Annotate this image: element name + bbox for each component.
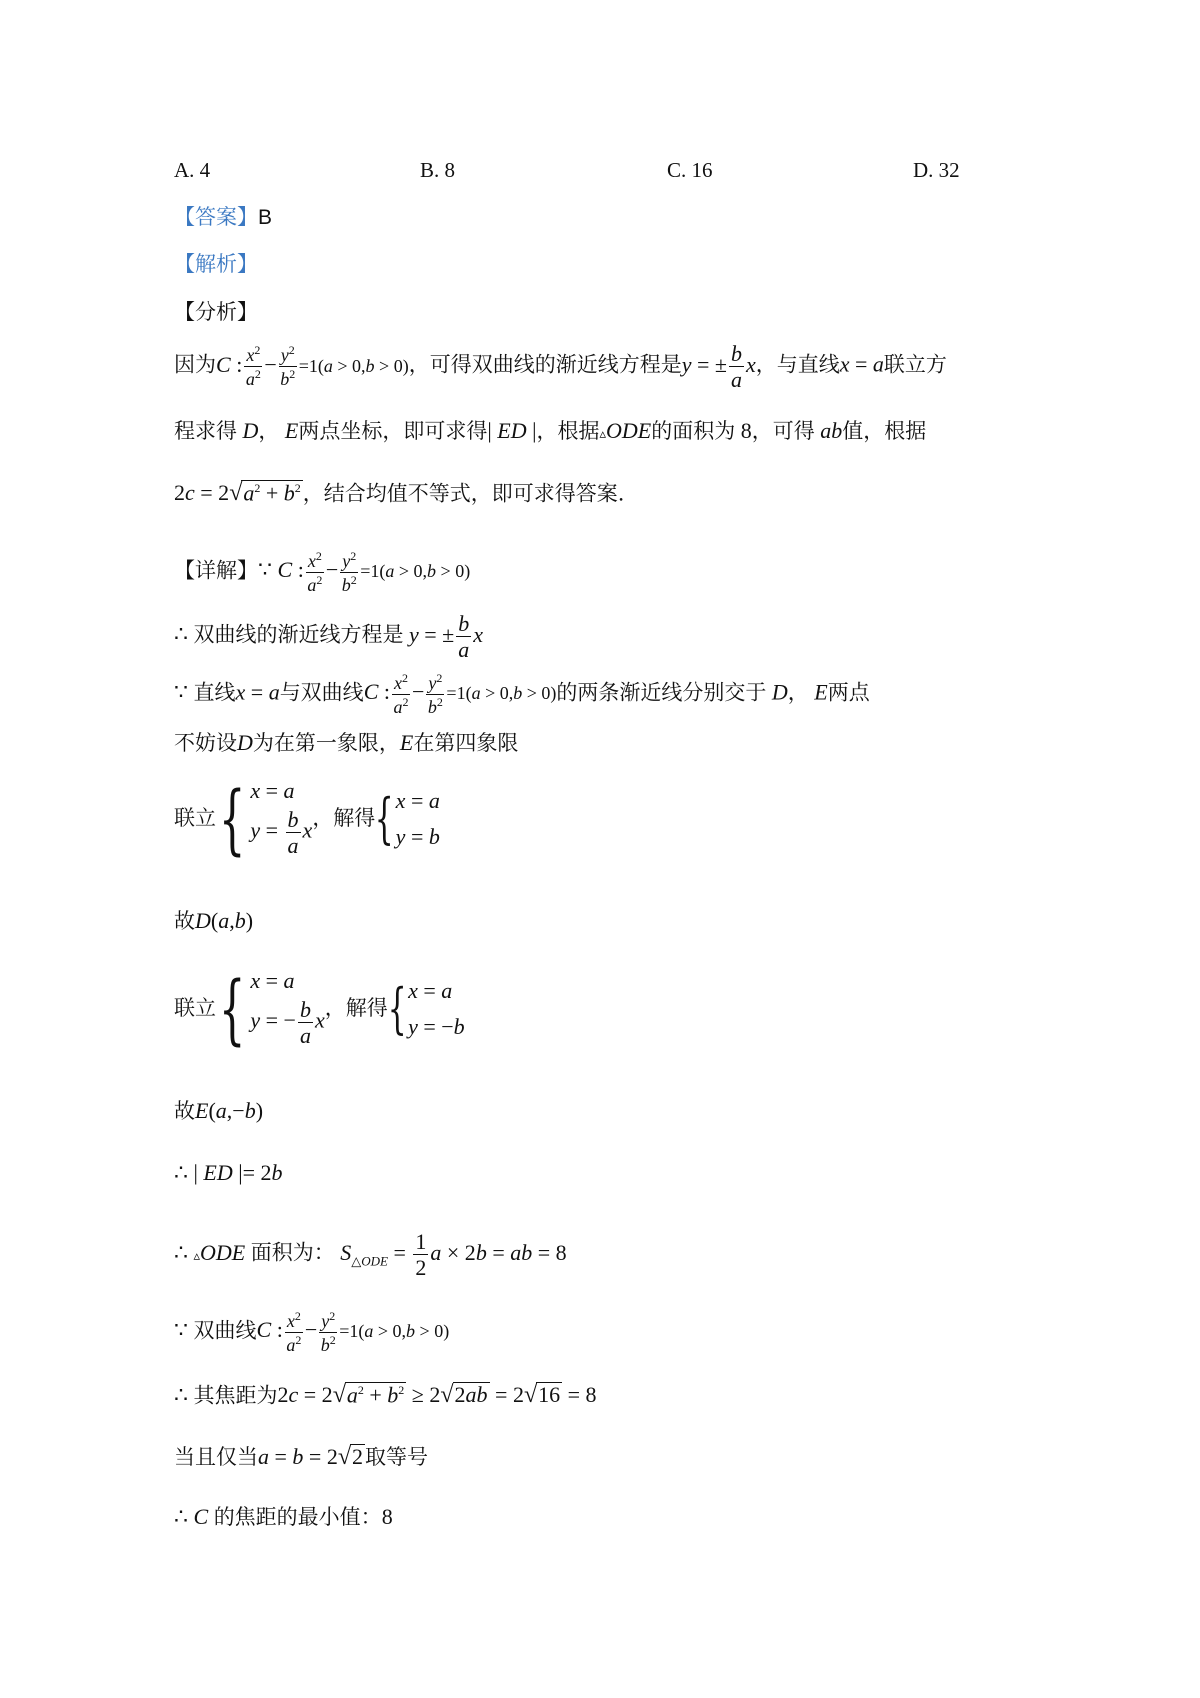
text: 其焦距为: [193, 1383, 278, 1408]
text: 在第四象限: [413, 731, 519, 755]
answer-line: [174, 207, 272, 228]
point-d: 故D(a,b): [174, 908, 254, 933]
step-asymptote: ∴ 双曲线的渐近线方程是 y = ± $\frac{b}{a}$ x: [174, 611, 484, 663]
text: ，结合均值不等式，即可求得答案.: [302, 481, 625, 506]
text: ，与直线: [755, 352, 840, 377]
step-intersect: ∵ 直线x = a与双曲线C : $\frac{x^2}{a^2}$ − $\frac{y^2}{b^2}$ =1(a > 0,b > 0)的两条渐近线分别交于 D， E两点: [174, 671, 870, 717]
text: ，: [258, 419, 280, 443]
fenxi-line-1: 因为C : $\frac{x^2}{a^2}$ − $\frac{y^2}{b^2}$ =1(a > 0,b > 0)，可得双曲线的渐近线方程是y = ± $\frac{b}{a}$ x，与直线x = a联立方: [174, 341, 947, 393]
area-line: ∴ ▵ODE 面积为： $S_{\triangle ODE}$ = $\frac{1}{2}$ a × 2b = ab = 8: [174, 1229, 567, 1281]
text: ，可得双曲线的渐近线方程是: [408, 352, 682, 377]
option-b: B. 8: [420, 158, 456, 182]
text: 因为: [174, 352, 216, 377]
text: 故: [174, 1099, 195, 1123]
fenxi-line-2: 程求得 D， E两点坐标，即可求得| ED |，根据▵ODE的面积为 8，可得 ab值，根据: [174, 418, 927, 443]
focal-line: ∴ 其焦距为$2c = 2√a^2 + b^2 \ge 2√2ab = 2√16 = 8$: [174, 1382, 597, 1409]
text: 双曲线的渐近线方程是: [193, 622, 404, 647]
area-value: 8: [555, 1239, 567, 1265]
text: ，解得: [324, 996, 388, 1021]
text: 取等号: [365, 1445, 429, 1469]
text: ，解得: [312, 806, 376, 831]
sqrt-value: 16: [538, 1382, 561, 1408]
option-c: C. 16: [667, 158, 713, 182]
fenxi-tag: 【分析】: [174, 300, 258, 324]
text: 直线: [193, 680, 236, 705]
text: ，根据: [536, 419, 600, 443]
text: 为在第一象限，: [252, 731, 400, 755]
text: 与双曲线: [279, 680, 364, 705]
min-value: 8: [381, 1504, 393, 1529]
text: 两点坐标，即可求得: [298, 419, 488, 443]
step-assume: 不妨设D为在第一象限，E在第四象限: [174, 730, 519, 755]
text: 两点: [827, 680, 870, 705]
hyperbola-restate: ∵ 双曲线C : $\frac{x^2}{a^2}$ − $\frac{y^2}{b^2}$ =1(a > 0,b > 0): [174, 1309, 450, 1355]
answer-tag: 【答案】: [174, 205, 258, 229]
text: 联立: [174, 996, 216, 1021]
text: 不妨设: [174, 731, 237, 755]
analysis-tag: 【解析】: [174, 252, 258, 276]
text: 联立方: [883, 352, 947, 377]
text: 面积为：: [250, 1240, 335, 1265]
system-2: 联立 { x = a y = − $\frac{b}{a}$ x ，解得 { x = a y = −b: [174, 963, 465, 1053]
text: 故: [174, 909, 195, 933]
ed-length: ∴ | ED |= 2b: [174, 1160, 283, 1185]
equality-line: 当且仅当a = b = 2√2取等号: [174, 1444, 429, 1470]
option-a: A. 4: [174, 158, 211, 182]
text: ，可得: [751, 419, 815, 443]
answer-value: B: [258, 206, 273, 229]
xiangjie-line: 【详解】∵ C : $\frac{x^2}{a^2}$ − $\frac{y^2}{b^2}$ =1(a > 0,b > 0): [174, 549, 471, 595]
min-line: ∴ C 的焦距的最小值：8: [174, 1504, 393, 1529]
text: 程求得: [174, 419, 237, 443]
system-1: 联立 { x = a y = $\frac{b}{a}$ x ，解得 { x = a y = b: [174, 773, 440, 863]
line-equation: x: [839, 351, 850, 377]
text: 值，根据: [842, 419, 927, 443]
hyperbola-equation: C : $\frac{x^2}{a^2}$ − $\frac{y^2}{b^2}$ =1(a > 0,b > 0): [216, 343, 409, 390]
xiangjie-tag: 【详解】: [174, 558, 258, 583]
fenxi-line-3: $2c = 2√a^2 + b^2$，结合均值不等式，即可求得答案.: [174, 480, 625, 507]
text: ，: [787, 680, 809, 705]
point-e: 故E(a,−b): [174, 1098, 264, 1123]
text: 当且仅当: [174, 1445, 258, 1469]
text: 的两条渐近线分别交于: [556, 680, 767, 705]
text: 双曲线: [193, 1318, 257, 1343]
text: 联立: [174, 806, 216, 831]
option-d: D. 32: [913, 158, 960, 182]
asymptote-equation: y = ± $\frac{b}{a}$ x: [681, 341, 756, 393]
text: 的焦距的最小值：: [213, 1505, 382, 1529]
text: 的面积为: [651, 419, 736, 443]
